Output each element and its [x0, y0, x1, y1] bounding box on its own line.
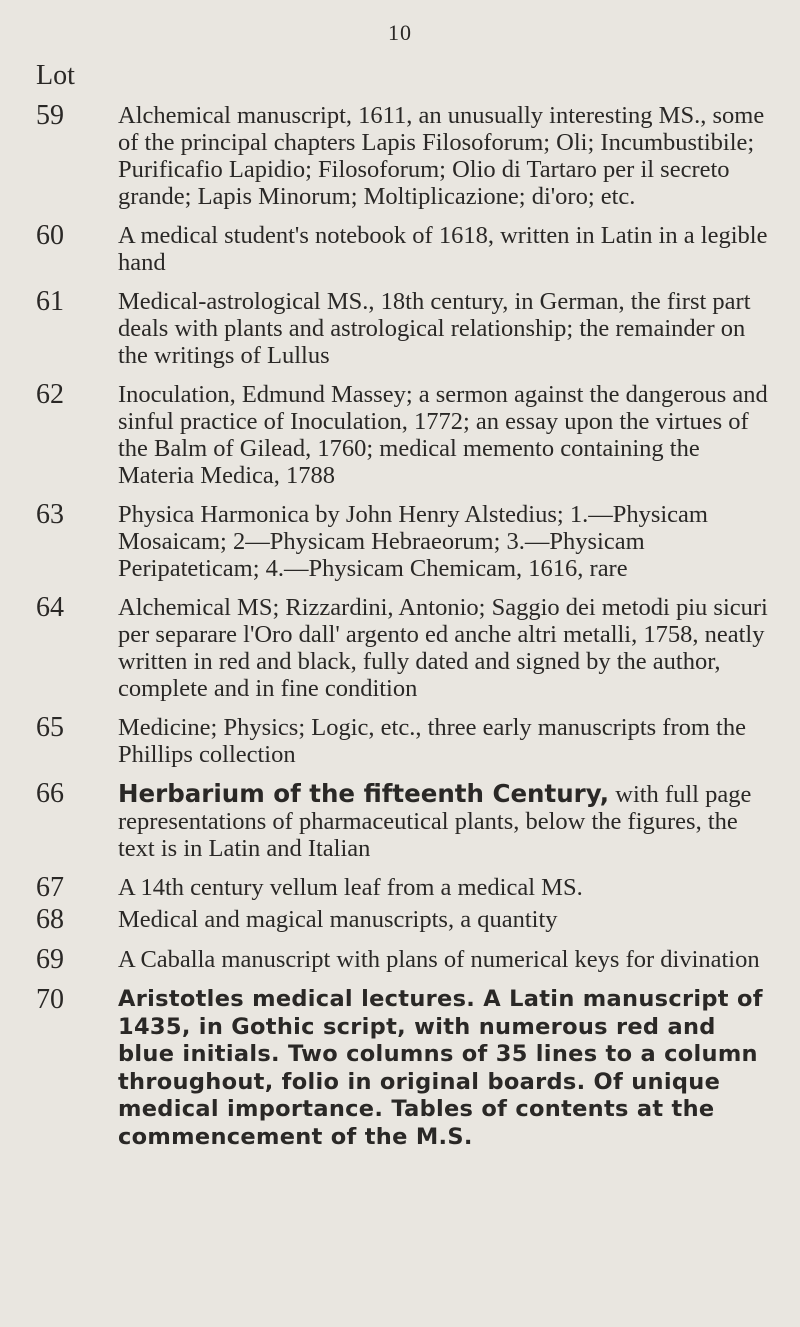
- lot-entry-68: [36, 906, 776, 934]
- lot-entry-65: [36, 714, 776, 768]
- lot-entry-66: [36, 780, 776, 862]
- lot-description: Aristotles medical lectures. A Latin manuscript of 1435, in Gothic script, with numerous red and blue initials. Two columns of 35 lines to a column throughout, folio in original boards. Of unique medical importance. Tables of contents at the commencement of the M.S.: [118, 986, 763, 1150]
- lot-description: Medical and magical manuscripts, a quantity: [118, 906, 558, 933]
- lot-entry-70: [36, 986, 776, 1151]
- lot-description: Physica Harmonica by John Henry Alstedius; 1.—Physicam Mosaicam; 2—Physicam Hebraeorum; 3.—Physicam Peripateticam; 4.—Physicam Chemicam, 1616, rare: [118, 501, 708, 582]
- lot-number: 69: [36, 944, 64, 975]
- lot-entry-60: [36, 222, 776, 276]
- lot-column-header: Lot: [36, 60, 75, 91]
- lot-number: 64: [36, 592, 64, 623]
- lot-description: Inoculation, Edmund Massey; a sermon against the dangerous and sinful practice of Inoculation, 1772; an essay upon the virtues of the Balm of Gilead, 1760; medical memento containing the Materia Medica, 1788: [118, 381, 768, 489]
- lot-entry-61: [36, 288, 776, 369]
- lot-number: 67: [36, 872, 64, 903]
- lot-description: Medical-astrological MS., 18th century, in German, the first part deals with plants and astrological relationship; the remainder on the writings of Lullus: [118, 288, 751, 369]
- lot-number: 60: [36, 220, 64, 251]
- lot-description: Medicine; Physics; Logic, etc., three early manuscripts from the Phillips collection: [118, 714, 746, 768]
- lot-entry-62: [36, 381, 776, 489]
- lot-description: [118, 780, 776, 862]
- lot-description-rest: with full page representations of pharmaceutical plants, below the figures, the text is in Latin and Italian: [118, 781, 752, 862]
- lot-number: 68: [36, 904, 64, 935]
- lot-number: 59: [36, 100, 64, 131]
- lot-number: 62: [36, 379, 64, 410]
- lot-description: A medical student's notebook of 1618, written in Latin in a legible hand: [118, 222, 768, 276]
- lot-number: 61: [36, 286, 64, 317]
- lot-description: A 14th century vellum leaf from a medical MS.: [118, 874, 583, 901]
- lot-number: 66: [36, 778, 64, 809]
- lot-entry-59: [36, 102, 776, 210]
- lot-number: 63: [36, 499, 64, 530]
- page-number: 10: [388, 20, 412, 45]
- lot-title-bold: Herbarium of the fifteenth Century,: [118, 779, 610, 808]
- lot-description: Alchemical manuscript, 1611, an unusually interesting MS., some of the principal chapters Lapis Filosoforum; Oli; Incumbustibile; Purificafio Lapidio; Filosoforum; Olio di Tartaro per il secreto grande; Lapis Minorum; Moltiplicazione; di'oro; etc.: [118, 102, 765, 210]
- lot-description: A Caballa manuscript with plans of numerical keys for divination: [118, 946, 760, 973]
- lot-entry-63: [36, 501, 776, 582]
- lot-description: Alchemical MS; Rizzardini, Antonio; Saggio dei metodi piu sicuri per separare l'Oro dall' argento ed anche altri metalli, 1758, neatly written in red and black, fully dated and signed by the author, complete and in fine condition: [118, 594, 768, 702]
- lot-entry-67: [36, 874, 776, 902]
- lot-list: [36, 102, 776, 1163]
- lot-number: 70: [36, 984, 64, 1015]
- lot-entry-64: [36, 594, 776, 702]
- lot-number: 65: [36, 712, 64, 743]
- lot-entry-69: [36, 946, 776, 974]
